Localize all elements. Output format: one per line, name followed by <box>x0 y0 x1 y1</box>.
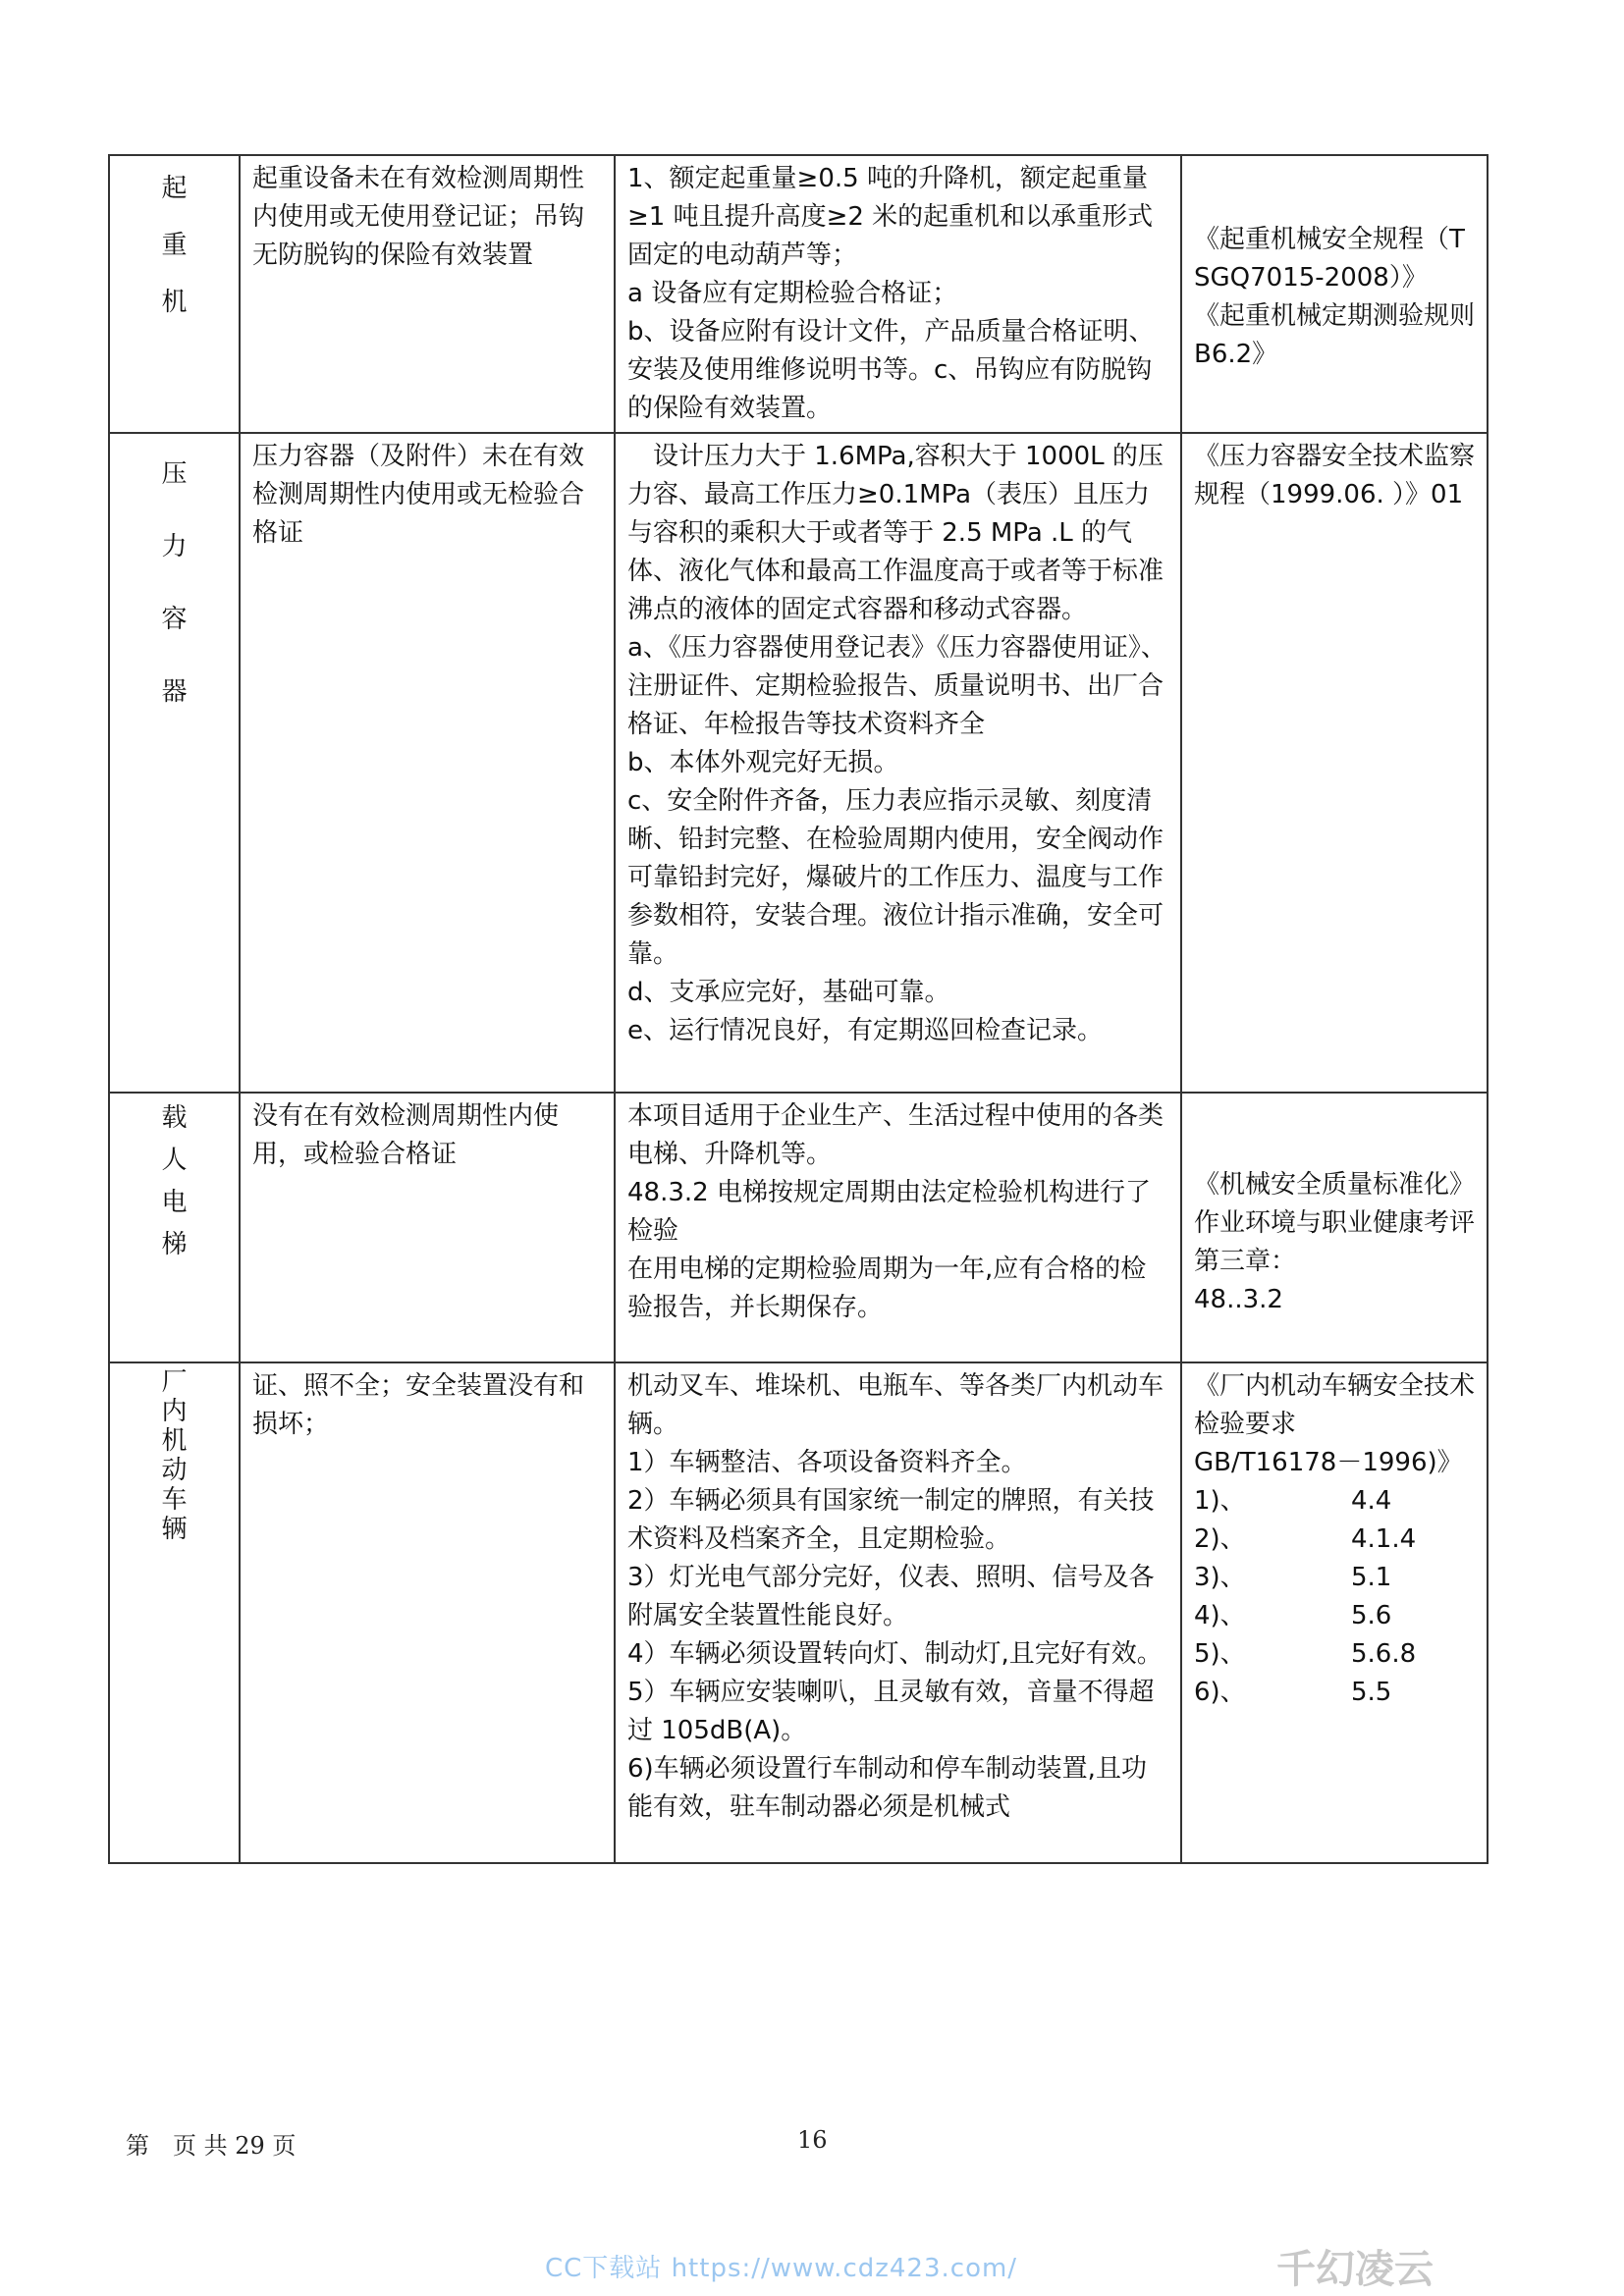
requirement-line: c、安全附件齐备，压力表应指示灵敏、刻度清晰、铅封完整、在检验周期内使用，安全阀动作可靠铅封完好，爆破片的工作压力、温度与工作参数相符，安装合理。液位计指示准确，安全可靠。 <box>627 786 1164 969</box>
table-row-pressure-vessel <box>109 433 1488 1093</box>
clause-label: 5)、 <box>1194 1639 1246 1669</box>
reference-cell <box>1181 1362 1488 1863</box>
safety-inspection-table <box>108 154 1489 1864</box>
issue-text: 压力容器（及附件）未在有效检测周期性内使用或无检验合格证 <box>252 442 585 548</box>
category-char: 厂 <box>161 1367 188 1397</box>
requirement-line: 本项目适用于企业生产、生活过程中使用的各类电梯、升降机等。 <box>627 1101 1164 1169</box>
table-row-motor-vehicle <box>109 1362 1488 1863</box>
reference-line: 《起重机械定期测验规则 B6.2》 <box>1194 301 1476 369</box>
reference-line: 《起重机械安全规程（TSGQ7015-2008）》 <box>1194 225 1465 293</box>
reference-line: GB/T16178－1996)》 <box>1194 1448 1463 1477</box>
requirement-line: 设计压力大于 1.6MPa,容积大于 1000L 的压力容、最高工作压力≥0.1MPa（表压）且压力与容积的乘积大于或者等于 2.5 MPa .L 的气体、液化气体和最高工作温度高于或者等于标准沸点的液体的固定式容器和移动式容器。 <box>627 442 1164 624</box>
requirement-line: 在用电梯的定期检验周期为一年,应有合格的检验报告，并长期保存。 <box>627 1255 1147 1322</box>
requirements-cell <box>615 1093 1181 1362</box>
category-cell <box>109 1093 240 1362</box>
reference-line: 48..3.2 <box>1194 1285 1283 1314</box>
clause-label: 2)、 <box>1194 1524 1246 1554</box>
category-char: 机 <box>161 1426 188 1456</box>
category-cell <box>109 1362 240 1863</box>
category-char: 容 <box>161 605 188 634</box>
category-char: 机 <box>161 288 188 317</box>
requirement-line: a 设备应有定期检验合格证； <box>627 279 958 308</box>
requirement-line: 1、额定起重量≥0.5 吨的升降机，额定起重量≥1 吨且提升高度≥2 米的起重机和以承重形式固定的电动葫芦等； <box>627 164 1154 270</box>
category-char: 动 <box>161 1456 188 1485</box>
category-char: 起 <box>161 174 188 203</box>
category-char: 梯 <box>161 1230 188 1259</box>
clause-value: 5.5 <box>1351 1678 1392 1707</box>
requirements-cell <box>615 433 1181 1093</box>
clause-value: 5.6 <box>1351 1601 1392 1630</box>
requirement-line: b、设备应附有设计文件，产品质量合格证明、安装及使用维修说明书等。c、吊钩应有防脱钩的保险有效装置。 <box>627 317 1155 423</box>
requirement-line: 1）车辆整洁、各项设备资料齐全。 <box>627 1448 1027 1477</box>
requirement-line: 4）车辆必须设置转向灯、制动灯,且完好有效。 <box>627 1639 1163 1669</box>
category-char: 重 <box>161 231 188 260</box>
clause-value: 4.1.4 <box>1351 1524 1417 1554</box>
reference-cell <box>1181 155 1488 433</box>
issue-text: 起重设备未在有效检测周期性内使用或无使用登记证；吊钩无防脱钩的保险有效装置 <box>252 164 585 270</box>
table-row-crane <box>109 155 1488 433</box>
clause-label: 6)、 <box>1194 1678 1246 1707</box>
category-cell <box>109 433 240 1093</box>
page-footer-count: 第 页 共 29 页 <box>126 2132 297 2160</box>
requirement-line: 5）车辆应安装喇叭，且灵敏有效，音量不得超过 105dB(A)。 <box>627 1678 1155 1745</box>
clause-label: 4)、 <box>1194 1601 1246 1630</box>
requirement-line: b、本体外观完好无损。 <box>627 748 899 777</box>
reference-line: 《厂内机动车辆安全技术检验要求 <box>1194 1371 1476 1439</box>
reference-cell <box>1181 433 1488 1093</box>
clause-label: 3)、 <box>1194 1563 1246 1592</box>
requirement-line: 2）车辆必须具有国家统一制定的牌照，有关技术资料及档案齐全，且定期检验。 <box>627 1486 1155 1554</box>
category-cell <box>109 155 240 433</box>
issue-cell <box>240 155 615 433</box>
requirements-cell <box>615 155 1181 433</box>
reference-line: 《压力容器安全技术监察规程（1999.06. ）》01 <box>1194 442 1476 509</box>
category-char: 人 <box>161 1146 188 1175</box>
reference-clause-list <box>1194 1482 1475 1712</box>
watermark-logo: 千幻凌云 <box>1276 2247 1434 2292</box>
requirement-line: 3）灯光电气部分完好，仪表、照明、信号及各附属安全装置性能良好。 <box>627 1563 1155 1630</box>
issue-cell <box>240 433 615 1093</box>
clause-value: 5.6.8 <box>1351 1639 1417 1669</box>
requirement-line: e、运行情况良好，有定期巡回检查记录。 <box>627 1016 1103 1045</box>
category-char: 电 <box>161 1188 188 1217</box>
issue-cell <box>240 1362 615 1863</box>
category-char: 力 <box>161 532 188 561</box>
table-row-elevator <box>109 1093 1488 1362</box>
category-char: 内 <box>161 1397 188 1426</box>
requirements-cell <box>615 1362 1181 1863</box>
clause-label: 1)、 <box>1194 1486 1246 1516</box>
requirement-line: 6)车辆必须设置行车制动和停车制动装置,且功能有效，驻车制动器必须是机械式 <box>627 1754 1147 1822</box>
page-number: 16 <box>797 2126 828 2154</box>
issue-cell <box>240 1093 615 1362</box>
clause-value: 5.1 <box>1351 1563 1392 1592</box>
requirement-line: 机动叉车、堆垛机、电瓶车、等各类厂内机动车辆。 <box>627 1371 1164 1439</box>
requirement-line: d、支承应完好，基础可靠。 <box>627 978 950 1007</box>
category-char: 压 <box>161 459 188 489</box>
issue-text: 没有在有效检测周期性内使用，或检验合格证 <box>252 1101 560 1169</box>
category-char: 载 <box>161 1103 188 1133</box>
category-char: 车 <box>161 1485 188 1515</box>
category-char: 器 <box>161 677 188 707</box>
requirement-line: a、《压力容器使用登记表》《压力容器使用证》、注册证件、定期检验报告、质量说明书、出厂合格证、年检报告等技术资料齐全 <box>627 633 1166 739</box>
reference-line: 《机械安全质量标准化》作业环境与职业健康考评第三章： <box>1194 1170 1476 1276</box>
clause-value: 4.4 <box>1351 1486 1392 1516</box>
reference-cell <box>1181 1093 1488 1362</box>
category-char: 辆 <box>161 1515 188 1544</box>
issue-text: 证、照不全；安全装置没有和损坏； <box>252 1371 585 1439</box>
requirement-line: 48.3.2 电梯按规定周期由法定检验机构进行了检验 <box>627 1178 1151 1246</box>
watermark-site: CC下载站 https://www.cdz423.com/ <box>545 2254 1018 2283</box>
